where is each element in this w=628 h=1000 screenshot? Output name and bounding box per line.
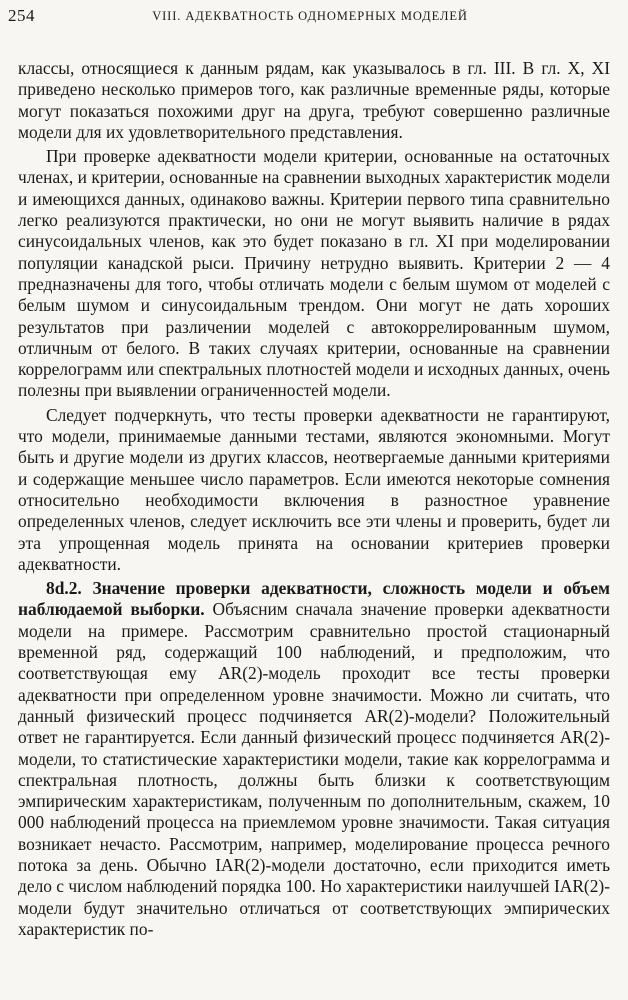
paragraph-continuation: классы, относящиеся к данным рядам, как указывалось в гл. III. В гл. X, XI приведено несколько примеров того, как различные временные ряды, которые могут показаться похожими друг на друга, требуют совершенно различные модели для их удовлетворительного представления. <box>18 58 610 142</box>
paragraph-criteria: При проверке адекватности модели критерии, основанные на остаточных членах, и критерии, основанные на сравнении выходных характеристик модели и имеющихся данных, одинаково важны. Критерии первого типа сравнительно легко реализуются практически, но они не могут выявить наличие в рядах синусоидальных членов, как это будет показано в гл. XI при моделировании популяции канадской рыси. Причину нетрудно выявить. Критерии 2 — 4 предназначены для того, чтобы отличать модели с белым шумом от моделей с белым шумом и синусоидальным трендом. Они могут не дать хороших результатов при различении моделей с автокоррелированным шумом, отличным от белого. В таких случаях критерии, основанные на сравнении коррелограмм или спектральных плотностей модели и исходных данных, очень полезны при выявлении ограниченностей модели. <box>18 146 610 401</box>
page-number: 254 <box>8 6 35 25</box>
paragraph-tests: Следует подчеркнуть, что тесты проверки адекватности не гарантируют, что модели, принимаемые данными тестами, являются экономными. Могут быть и другие модели из других классов, неотвергаемые данными критериями и содержащие меньшее число параметров. Если имеются некоторые сомнения относительно необходимости включения в разностное уравнение определенных членов, следует исключить все эти члены и проверить, будет ли эта упрощенная модель принята на основании критериев проверки адекватности. <box>18 404 610 574</box>
running-title: VIII. АДЕКВАТНОСТЬ ОДНОМЕРНЫХ МОДЕЛЕЙ <box>152 9 468 23</box>
section-heading: 8d.2. Значение проверки адекватности, сложность модели и объем наблюдаемой выборки. <box>18 578 610 620</box>
section-text: Объясним сначала значение проверки адекватности модели на примере. Рассмотрим сравнительно простой стационарный временной ряд, содержащий 100 наблюдений, и предположим, что соответствующая ему AR(2)-модель проходит все тесты проверки адекватности при определенном уровне значимости. Можно ли считать, что данный физический процесс подчиняется AR(2)-модели? Положительный ответ не гарантируется. Если данный физический процесс подчиняется AR(2)-модели, то статистические характеристики модели, такие как коррелограмма и спектральная плотность, должны быть близки к соответствующим эмпирическим характеристикам, полученным по дополнительным, скажем, 10 000 наблюдений процесса на приемлемом уровне значимости. Такая ситуация возникает нечасто. Рассмотрим, например, моделирование процесса речного потока за день. Обычно IAR(2)-модели достаточно, если приходится иметь дело с числом наблюдений порядка 100. Но характеристики наилучшей IAR(2)-модели будут значительно отличаться от соответствующих эмпирических характеристик по- <box>18 599 610 939</box>
section-8d2 <box>18 578 610 940</box>
page-body <box>18 58 610 940</box>
page-header <box>8 4 612 30</box>
